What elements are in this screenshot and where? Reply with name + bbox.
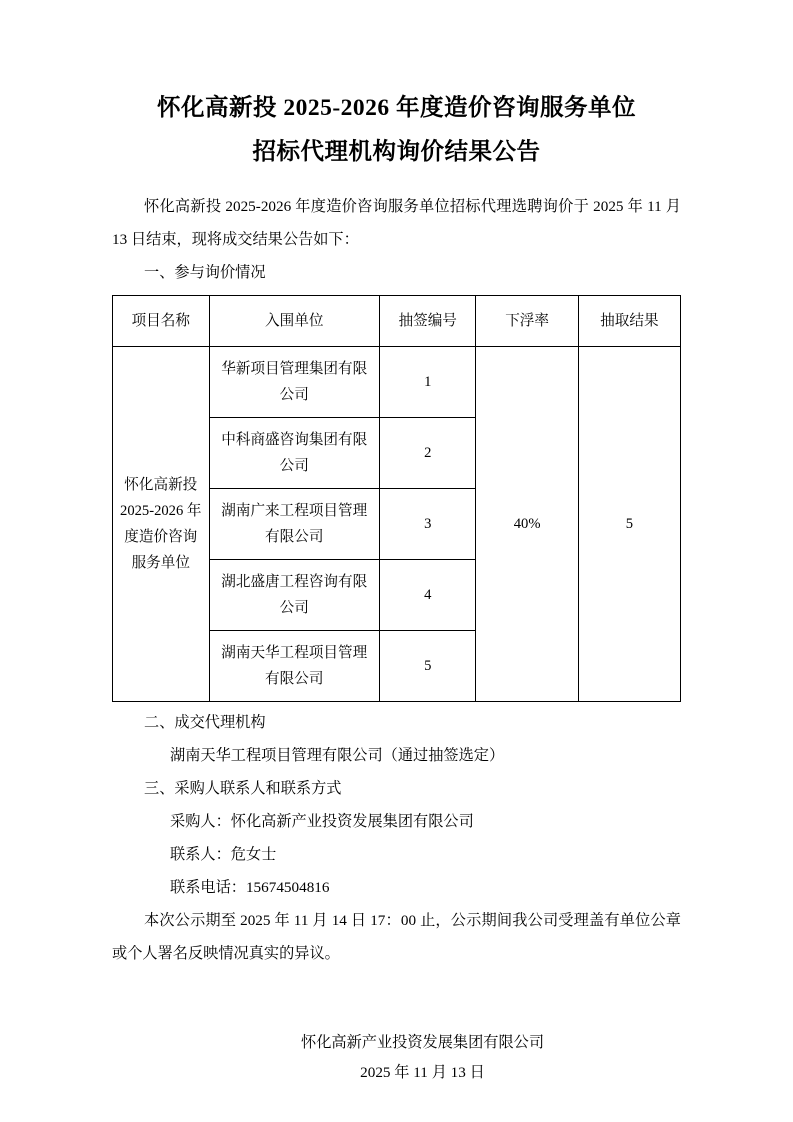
cell-unit: 中科商盛咨询集团有限公司: [209, 418, 379, 489]
page-title-line-1: 怀化高新投 2025-2026 年度造价咨询服务单位: [156, 95, 637, 121]
signature-date: 2025 年 11 月 13 日: [360, 1064, 485, 1081]
section-heading-1: 一、参与询价情况: [144, 264, 266, 281]
page-title: [112, 86, 681, 174]
column-header-draw-result: 抽取结果: [578, 296, 680, 347]
cell-unit: 华新项目管理集团有限公司: [209, 347, 379, 418]
cell-draw-number: 4: [379, 560, 476, 631]
cell-unit: 湖南广来工程项目管理有限公司: [209, 489, 379, 560]
intro-paragraph: 怀化高新投 2025-2026 年度造价咨询服务单位招标代理选聘询价于 2025 年 11 月 13 日结束，现将成交结果公告如下：: [112, 198, 681, 248]
section-2-text: 湖南天华工程项目管理有限公司（通过抽签选定）: [170, 747, 505, 764]
page-title-line-2: 招标代理机构询价结果公告: [252, 139, 541, 165]
section-heading-2: 二、成交代理机构: [144, 714, 266, 731]
signature-organization: 怀化高新产业投资发展集团有限公司: [301, 1034, 544, 1051]
column-header-project-name: 项目名称: [113, 296, 210, 347]
cell-project-name: 怀化高新投 2025-2026 年度造价咨询服务单位: [113, 347, 210, 702]
cell-draw-number: 2: [379, 418, 476, 489]
cell-draw-result: 5: [578, 347, 680, 702]
inquiry-result-table: [112, 295, 681, 702]
cell-discount-rate: 40%: [476, 347, 578, 702]
table-header-row: [113, 296, 681, 347]
section-heading-3: 三、采购人联系人和联系方式: [144, 780, 342, 797]
table-row: [113, 347, 681, 418]
cell-unit: 湖北盛唐工程咨询有限公司: [209, 560, 379, 631]
cell-draw-number: 3: [379, 489, 476, 560]
contact-person-line: 联系人：危女士: [170, 846, 277, 863]
column-header-unit: 入围单位: [209, 296, 379, 347]
notice-paragraph: 本次公示期至 2025 年 11 月 14 日 17：00 止，公示期间我公司受理盖有单位公章或个人署名反映情况真实的异议。: [112, 912, 681, 962]
cell-unit: 湖南天华工程项目管理有限公司: [209, 631, 379, 702]
signature-block: [112, 1028, 681, 1088]
cell-draw-number: 1: [379, 347, 476, 418]
cell-draw-number: 5: [379, 631, 476, 702]
contact-phone-line: 联系电话：15674504816: [170, 879, 330, 896]
purchaser-line: 采购人：怀化高新产业投资发展集团有限公司: [170, 813, 474, 830]
column-header-draw-number: 抽签编号: [379, 296, 476, 347]
column-header-discount-rate: 下浮率: [476, 296, 578, 347]
